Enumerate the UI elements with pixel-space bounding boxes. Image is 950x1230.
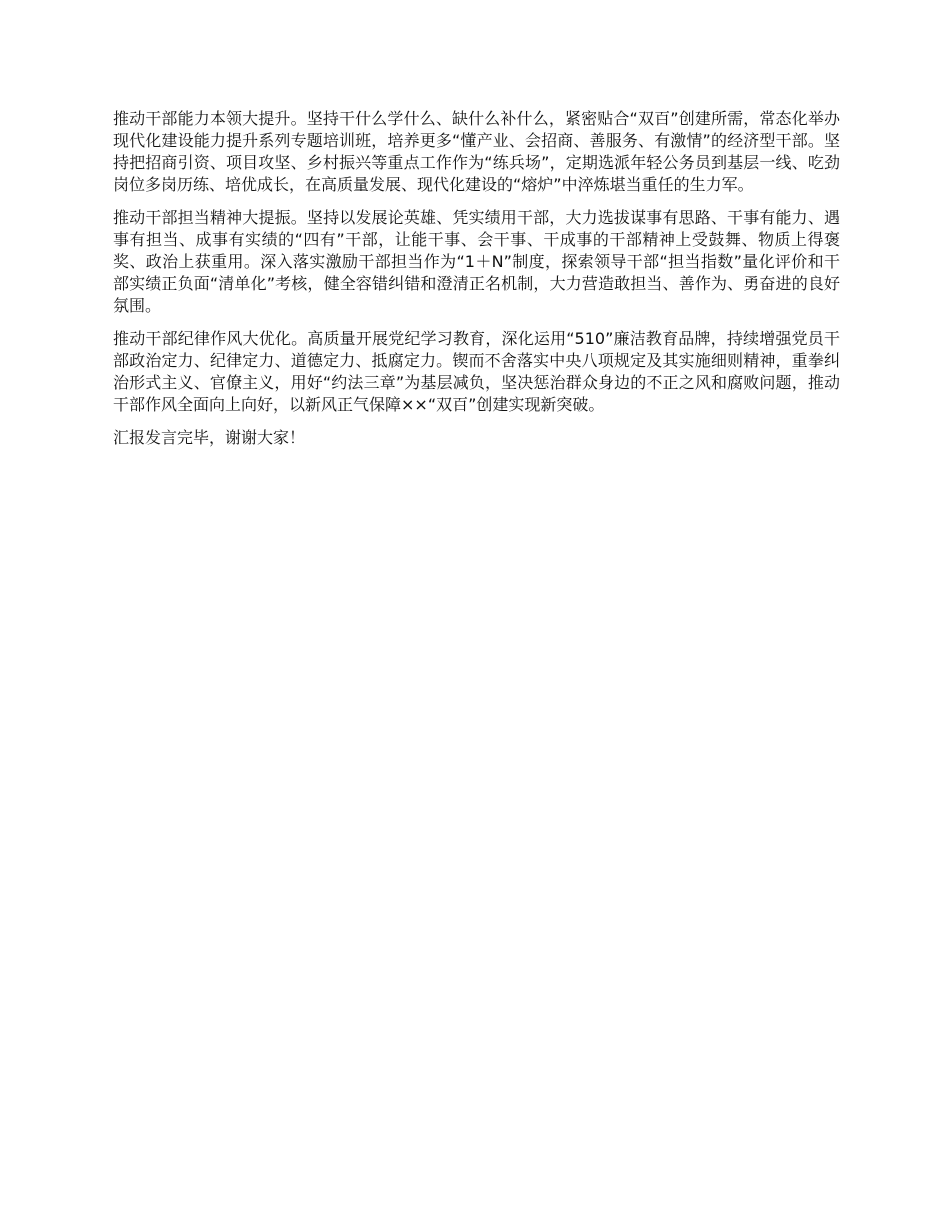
paragraph-closing: 汇报发言完毕，谢谢大家！ bbox=[113, 428, 306, 447]
paragraph-cadre-capability: 推动干部能力本领大提升。坚持干什么学什么、缺什么补什么，紧密贴合“双百”创建所需，常态化举办现代化建设能力提升系列专题培训班，培养更多“懂产业、会招商、善服务、有激情”的经济型干部。坚持把招商引资、项目攻坚、乡村振兴等重点工作作为“练兵场”，定期选派年轻公务员到基层一线、吃劲岗位多岗历练、培优成长，在高质量发展、现代化建设的“熔炉”中淬炼堪当重任的生力军。 bbox=[113, 109, 840, 194]
paragraph-cadre-responsibility: 推动干部担当精神大提振。坚持以发展论英雄、凭实绩用干部，大力选拔谋事有思路、干事有能力、遇事有担当、成事有实绩的“四有”干部，让能干事、会干事、干成事的干部精神上受鼓舞、物质上得褒奖、政治上获重用。深入落实激励干部担当作为“1＋N”制度，探索领导干部“担当指数”量化评价和干部实绩正负面“清单化”考核，健全容错纠错和澄清正名机制，大力营造敢担当、善作为、勇奋进的良好氛围。 bbox=[113, 208, 840, 315]
document-body bbox=[113, 108, 840, 460]
paragraph-cadre-discipline: 推动干部纪律作风大优化。高质量开展党纪学习教育，深化运用“510”廉洁教育品牌，持续增强党员干部政治定力、纪律定力、道德定力、抵腐定力。锲而不舍落实中央八项规定及其实施细则精神，重拳纠治形式主义、官僚主义，用好“约法三章”为基层减负，坚决惩治群众身边的不正之风和腐败问题，推动干部作风全面向上向好，以新风正气保障××“双百”创建实现新突破。 bbox=[113, 329, 840, 414]
